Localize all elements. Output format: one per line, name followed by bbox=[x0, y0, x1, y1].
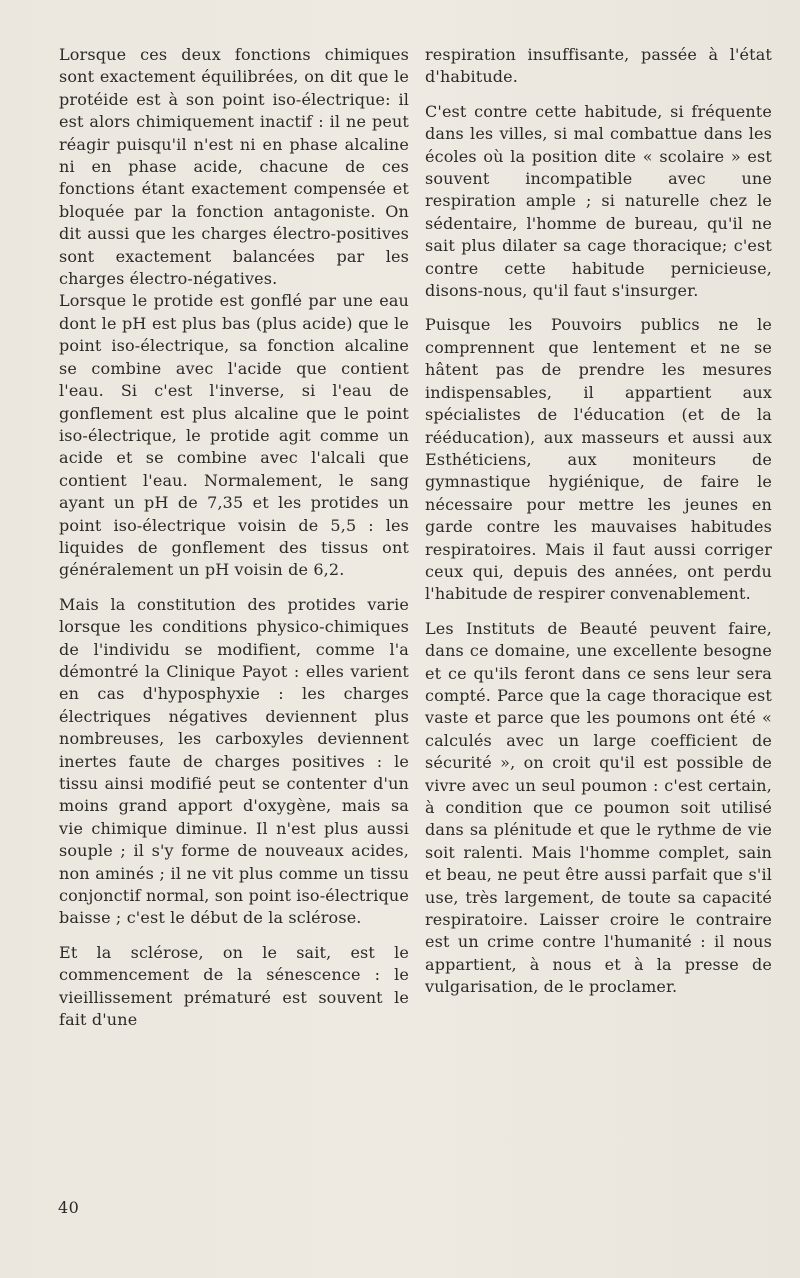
paragraph-public-powers: Puisque les Pouvoirs publics ne le comprennent que lentement et ne se hâtent pas de prendre les mesures indispensables, il appartient aux spécialistes de l'éducation (et de la rééducation), aux masseurs et aussi aux Esthéticiens, aux moniteurs de gymnastique hygiénique, de faire le nécessaire pour mettre les jeunes en garde contre les mauvaises habitudes respiratoires. Mais il faut aussi corriger ceux qui, depuis des années, ont perdu l'habitude de respirer convenablement. bbox=[425, 315, 772, 604]
paragraph-beauty-institutes: Les Instituts de Beauté peuvent faire, dans ce domaine, une excellente besogne et ce qu'ils feront dans ce sens leur sera compté. Parce que la cage thoracique est vaste et parce que les poumons ont été « calculés avec un large coefficient de sécurité », on croit qu'il est possible de vivre avec un seul poumon : c'est certain, à condition que ce poumon soit utilisé dans sa plénitude et que le rythme de vie soit ralenti. Mais l'homme complet, sain et beau, ne peut être aussi parfait que s'il use, très largement, de toute sa capacité respiratoire. Laisser croire le contraire est un crime contre l'humanité : il nous appartient, à nous et à la presse de vulgarisation, de le proclamer. bbox=[425, 618, 772, 997]
paragraph-insufficient-respiration: respiration insuffisante, passée à l'état d'habitude. bbox=[425, 45, 772, 87]
paragraph-protide-constitution: Mais la constitution des protides varie lorsque les conditions physico-chimiques de l'individu se modifient, comme l'a démontré la Clinique Payot : elles varient en cas d'hyposphyxie : les charges électriques négatives deviennent plus nombreuses, les carboxyles deviennent inertes faute de charges positives : le tissu ainsi modifié peut se contenter d'un moins grand apport d'oxygène, mais sa vie chimique diminue. Il n'est plus aussi souple ; il s'y forme de nouveaux acides, non aminés ; il ne vit plus comme un tissu conjonctif normal, son point iso-électrique baisse ; c'est le début de la sclérose. bbox=[59, 594, 409, 928]
left-column bbox=[59, 44, 409, 1043]
paragraph-swelling-ph: Lorsque le protide est gonflé par une eau dont le pH est plus bas (plus acide) que le point iso-électrique, sa fonction alcaline se combine avec l'acide que contient l'eau. Si c'est l'inverse, si l'eau de gonflement est plus alcaline que le point iso-électrique, le protide agit comme un acide et se combine avec l'alcali que contient l'eau. Normalement, le sang ayant un pH de 7,35 et les protides un point iso-électrique voisin de 5,5 : les liquides de gonflement des tissus ont généralement un pH voisin de 6,2. bbox=[59, 291, 409, 580]
paragraph-habit: C'est contre cette habitude, si fréquente dans les villes, si mal combattue dans les écoles où la position dite « scolaire » est souvent incompatible avec une respiration ample ; si naturelle chez le sédentaire, l'homme de bureau, qu'il ne sait plus dilater sa cage thoracique; c'est contre cette habitude pernicieuse, disons-nous, qu'il faut s'insurger. bbox=[425, 101, 772, 301]
page-number: 40 bbox=[58, 1198, 80, 1217]
right-column bbox=[425, 44, 772, 1011]
paragraph-iso-electric-point: Lorsque ces deux fonctions chimiques sont exactement équilibrées, on dit que le protéide est à son point iso-électrique: il est alors chimiquement inactif : il ne peut réagir puisqu'il n'est ni en phase alcaline ni en phase acide, chacune de ces fonctions étant exactement compensée et bloquée par la fonction antagoniste. On dit aussi que les charges électro-positives sont exactement balancées par les charges électro-négatives. bbox=[59, 45, 409, 289]
paragraph-sclerosis: Et la sclérose, on le sait, est le commencement de la sénescence : le vieillissement prématuré est souvent le fait d'une bbox=[59, 942, 409, 1030]
